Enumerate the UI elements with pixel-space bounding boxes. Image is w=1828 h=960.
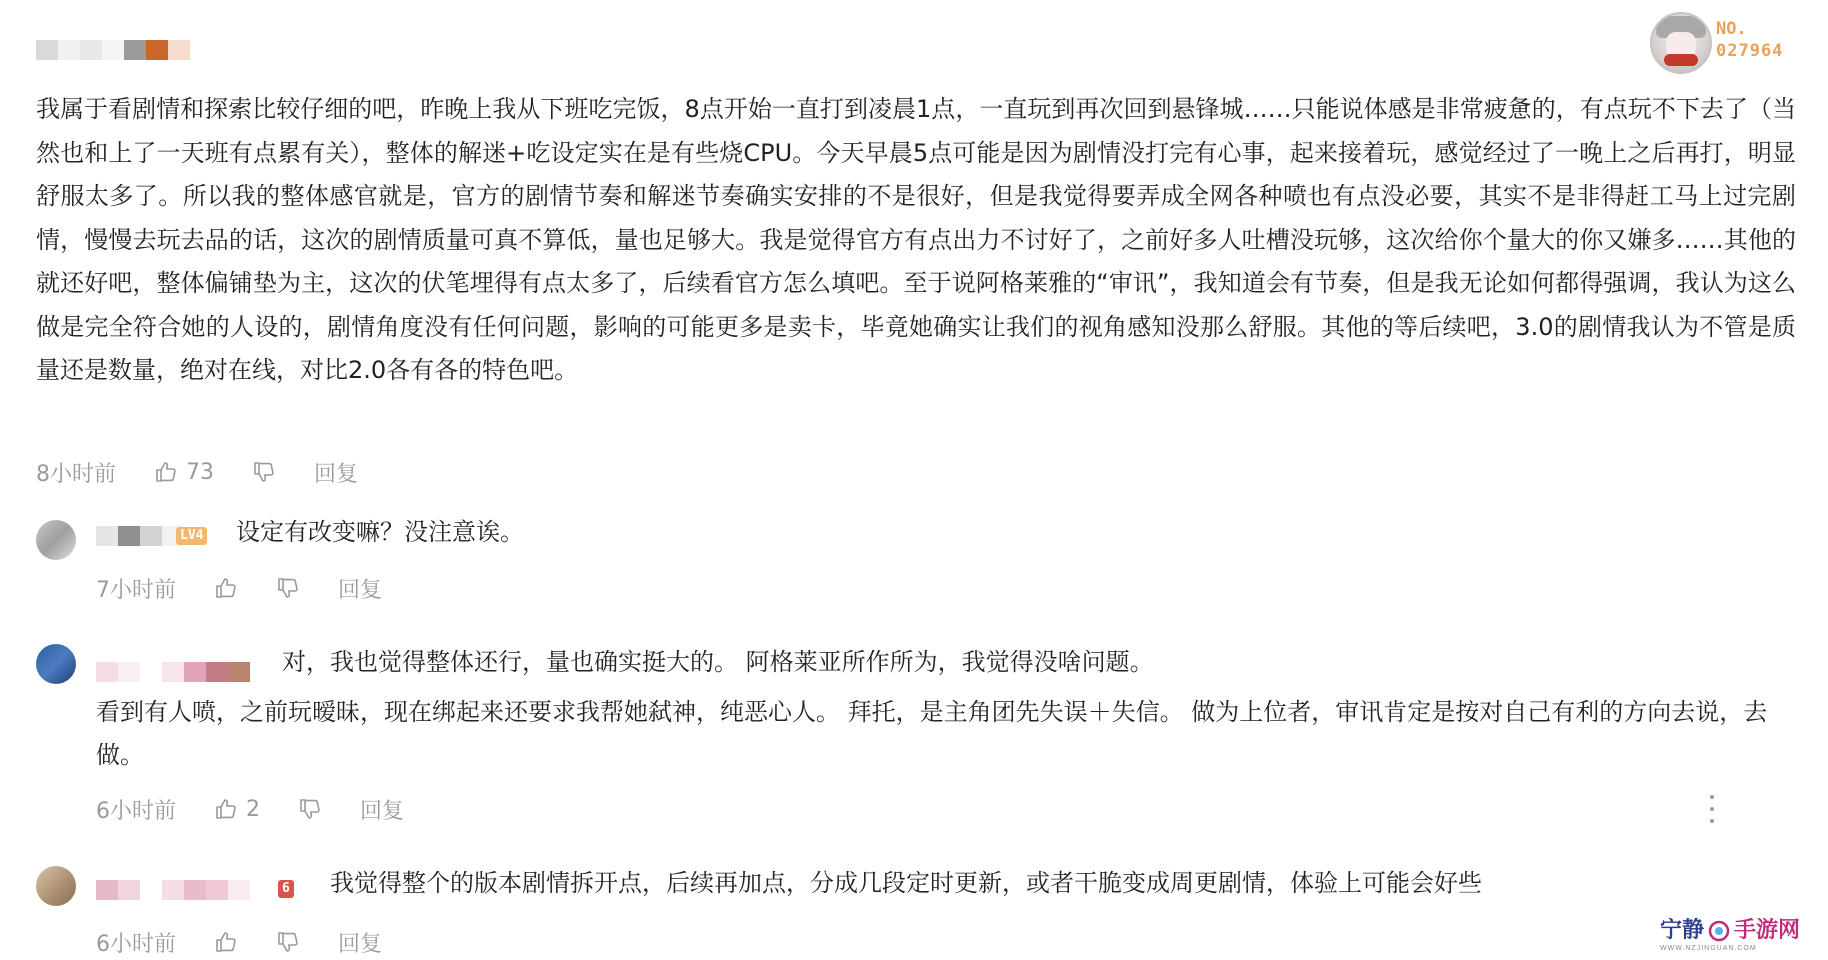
reply-actions [96,793,404,825]
badge-number [1716,18,1783,62]
reply-username[interactable] [96,526,184,546]
reply-text-first-line: 对，我也觉得整体还行，量也确实挺大的。 阿格莱亚所作所为，我觉得没啥问题。 [282,648,1154,676]
like-button[interactable] [214,930,238,954]
dislike-button[interactable] [276,930,300,954]
level-tag: 6 [278,880,294,898]
like-button[interactable] [214,576,238,600]
reply-avatar[interactable] [36,644,76,684]
dislike-button[interactable] [298,797,322,821]
reply-button[interactable]: 回复 [338,577,383,603]
like-count: 2 [246,796,260,822]
reply-button[interactable]: 回复 [360,798,405,824]
main-comment-text: 我属于看剧情和探索比较仔细的吧，昨晚上我从下班吃完饭，8点开始一直打到凌晨1点，一直玩到再次回到悬锋城……只能说体感是非常疲惫的，有点玩不下去了（当然也和上了一天班有点累有关），整体的解迷+吃设定实在是有些烧CPU。今天早晨5点可能是因为剧情没打完有心事，起来接着玩，感觉经过了一晚上之后再打，明显舒服太多了。所以我的整体感官就是，官方的剧情节奏和解迷节奏确实安排的不是很好，但是我觉得要弄成全网各种喷也有点没必要，其实不是非得赶工马上过完剧情，慢慢去玩去品的话，这次的剧情质量可真不算低，量也足够大。我是觉得官方有点出力不讨好了，之前好多人吐槽没玩够，这次给你个量大的你又嫌多……其他的就还好吧，整体偏铺垫为主，这次的伏笔埋得有点太多了，后续看官方怎么填吧。至于说阿格莱雅的“审讯”，我知道会有节奏，但是我无论如何都得强调，我认为这么做是完全符合她的人设的，剧情角度没有任何问题，影响的可能更多是卖卡，毕竟她确实让我们的视角感知没那么舒服。其他的等后续吧，3.0的剧情我认为不管是质量还是数量，绝对在线，对比2.0各有各的特色吧。 [36,95,1796,384]
watermark-text-part1: 宁静 [1660,918,1705,943]
reply-username[interactable] [96,880,250,900]
reply-text-body: 看到有人喷，之前玩暧昧，现在绑起来还要求我帮她弑神，纯恶心人。 拜托，是主角团先失误＋失信。 做为上位者，审讯肯定是按对自己有利的方向去说，去做。 [96,698,1768,769]
comment-time: 6小时前 [96,931,176,957]
dislike-button[interactable] [276,576,300,600]
reply-button[interactable]: 回复 [338,931,383,957]
watermark-text-part2: 手游网 [1734,918,1801,943]
more-dot [1710,819,1714,823]
reply-avatar[interactable] [36,866,76,906]
watermark-url: WWW.NZJINGUAN.COM [1660,945,1757,952]
more-dot [1710,795,1714,799]
like-button[interactable] [154,460,214,485]
like-count: 73 [186,459,214,485]
site-watermark [1660,918,1820,958]
comment-time: 8小时前 [36,461,116,487]
thumbs-down-icon [298,797,322,821]
thumbs-down-icon [276,576,300,600]
thumbs-up-icon [214,797,238,821]
reply-text: 我觉得整个的版本剧情拆开点，后续再加点，分成几段定时更新，或者干脆变成周更剧情，体验上可能会好些 [330,869,1482,897]
main-comment-actions [36,456,358,488]
user-badge [1650,12,1800,72]
reply-text: 设定有改变嘛？没注意诶。 [236,518,524,546]
reply-actions [96,572,382,604]
more-options-button[interactable] [1702,795,1722,823]
badge-number-value: 027964 [1716,41,1784,61]
reply-avatar[interactable] [36,520,76,560]
reply-button[interactable]: 回复 [314,461,359,487]
badge-avatar-icon [1650,12,1712,74]
like-button[interactable] [214,797,260,822]
thumbs-down-icon [252,460,276,484]
watermark-logo-icon [1707,919,1731,943]
more-dot [1710,807,1714,811]
thumbs-up-icon [214,930,238,954]
level-tag: LV4 [176,527,207,545]
thumbs-down-icon [276,930,300,954]
badge-no-label: NO. [1716,19,1747,39]
thumbs-up-icon [214,576,238,600]
comment-time: 7小时前 [96,577,176,603]
thumbs-up-icon [154,460,178,484]
dislike-button[interactable] [252,460,276,484]
reply-username[interactable] [96,662,250,682]
comment-time: 6小时前 [96,798,176,824]
main-comment-username[interactable] [36,40,190,60]
reply-actions [96,926,382,958]
